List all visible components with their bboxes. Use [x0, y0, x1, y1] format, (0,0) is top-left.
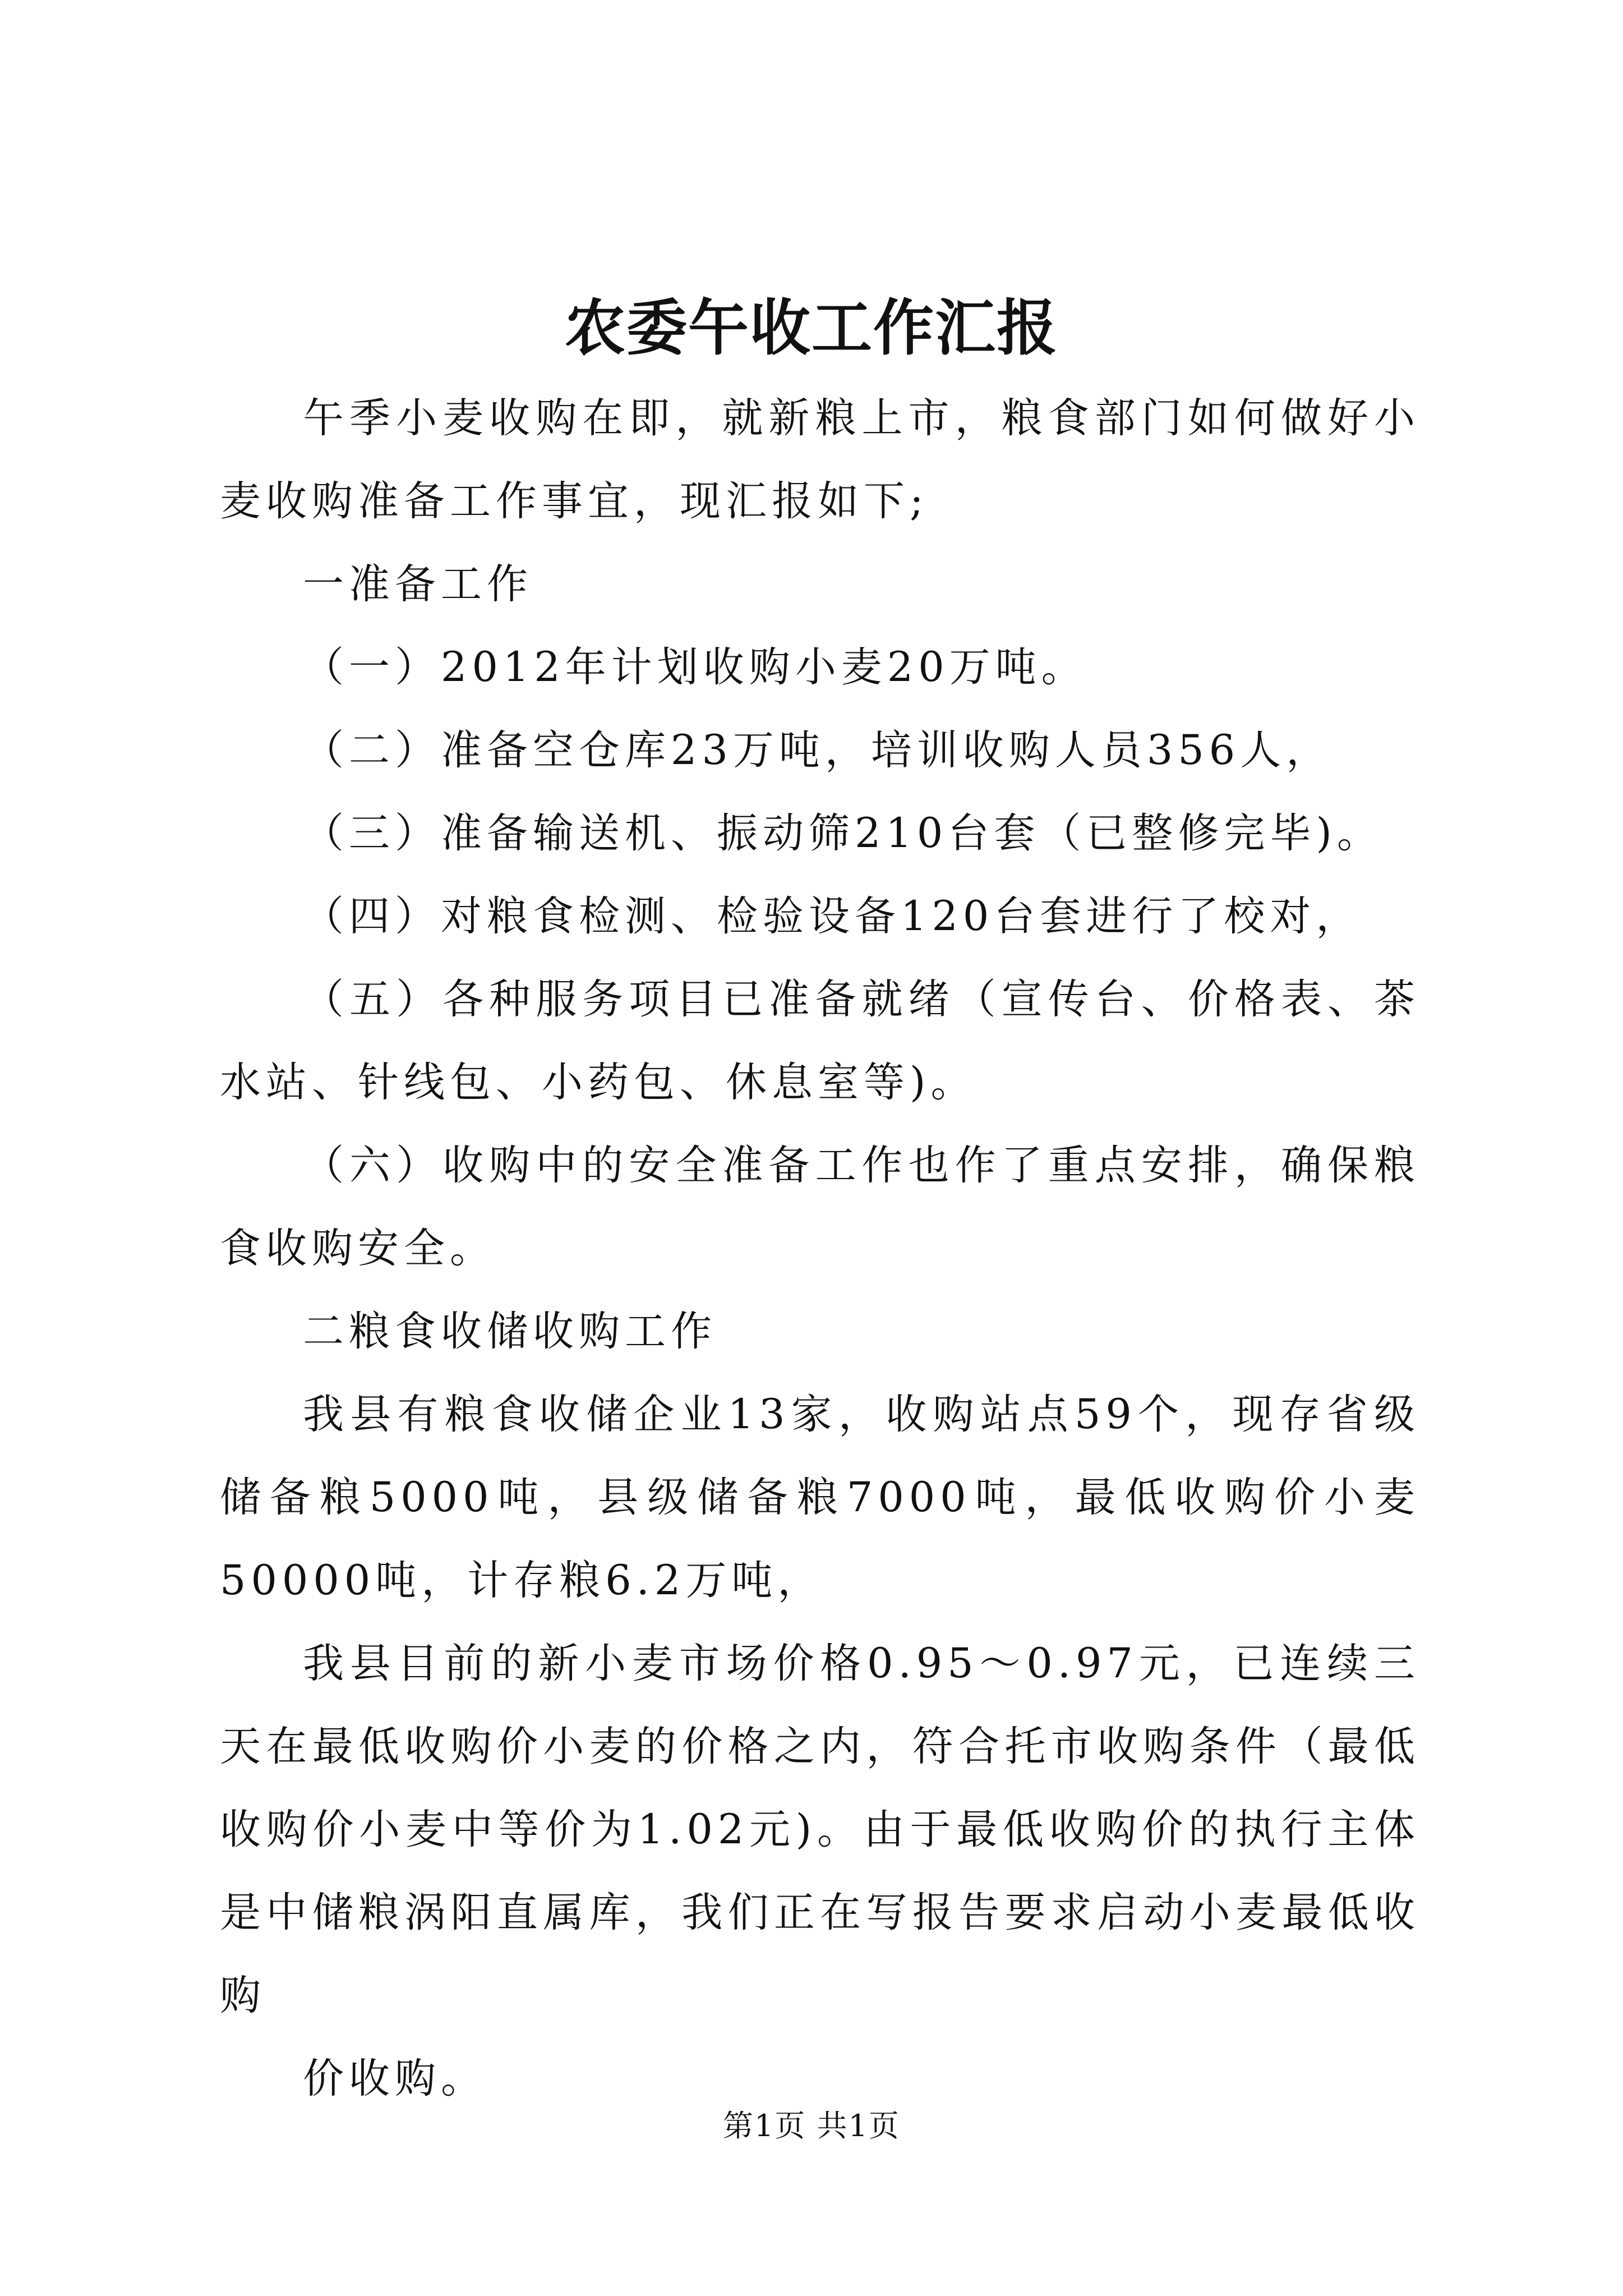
document-body [220, 377, 1420, 2120]
section-heading-preparation: 一准备工作 [303, 560, 533, 608]
list-item: （一）2012年计划收购小麦20万吨。 [303, 643, 1087, 691]
intro-paragraph: 午季小麦收购在即，就新粮上市，粮食部门如何做好小麦收购准备工作事宜，现汇报如下; [220, 394, 1420, 525]
section-heading-storage: 二粮食收储收购工作 [303, 1308, 717, 1355]
list-item: （六）收购中的安全准备工作也作了重点安排，确保粮食收购安全。 [220, 1142, 1420, 1272]
page-footer [0, 2104, 1623, 2148]
storage-paragraph: 我县有粮食收储企业13家，收购站点59个，现存省级储备粮5000吨，县级储备粮7000吨，最低收购价小麦50000吨，计存粮6.2万吨， [220, 1391, 1420, 1604]
price-paragraph: 我县目前的新小麦市场价格0.95～0.97元，已连续三天在最低收购价小麦的价格之内，符合托市收购条件（最低收购价小麦中等价为1.02元)。由于最低收购价的执行主体是中储粮涡阳直属库，我们正在写报告要求启动小麦最低收购 [220, 1640, 1420, 2019]
list-item: （二）准备空仓库23万吨，培训收购人员356人， [303, 726, 1332, 774]
list-item: （三）准备输送机、振动筛210台套（已整修完毕)。 [303, 809, 1383, 857]
list-item: （四）对粮食检测、检验设备120台套进行了校对， [303, 892, 1362, 940]
closing-line: 价收购。 [303, 2055, 487, 2102]
document-title: 农委午收工作汇报 [564, 293, 1058, 364]
list-item: （五）各种服务项目已准备就绪（宣传台、价格表、茶水站、针线包、小药包、休息室等)。 [220, 976, 1420, 1106]
page-number: 第1页 共1页 [723, 2108, 900, 2143]
